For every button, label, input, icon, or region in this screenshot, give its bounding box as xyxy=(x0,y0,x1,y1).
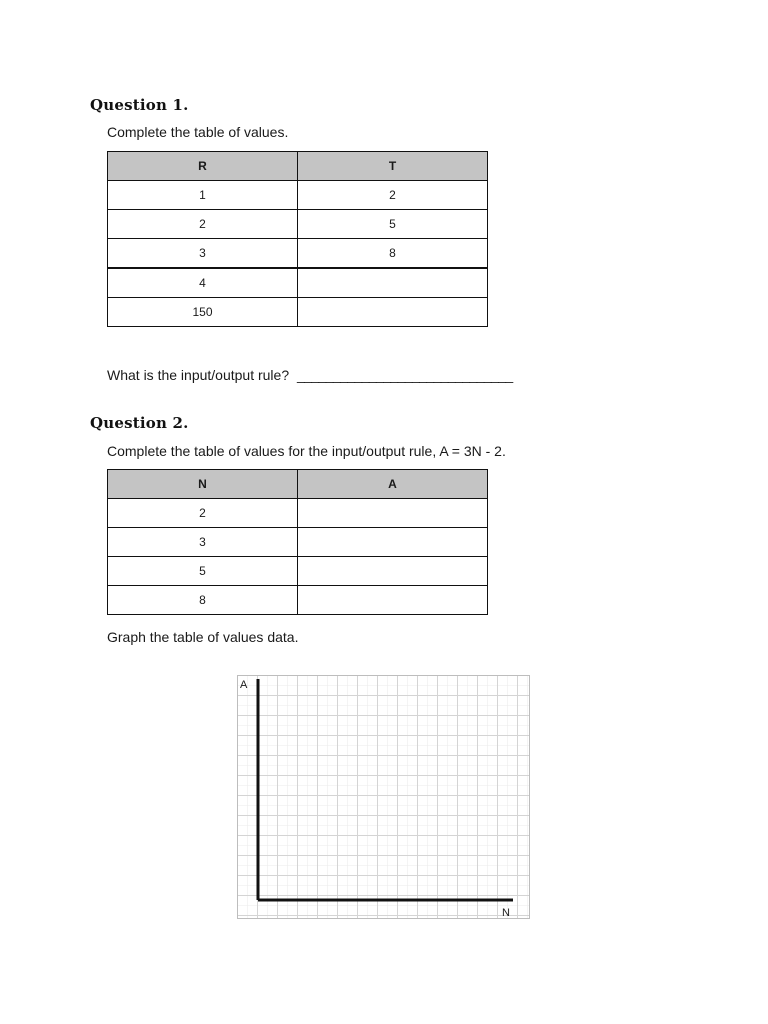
question-2-instruction: Complete the table of values for the input/output rule, A = 3N - 2. xyxy=(107,443,506,459)
table-row xyxy=(108,586,488,615)
table-row xyxy=(108,499,488,528)
answer-cell-a[interactable] xyxy=(298,499,488,528)
cell-n: 2 xyxy=(108,499,298,528)
cell-r: 3 xyxy=(108,239,298,269)
question-1-heading: Question 1. xyxy=(90,96,189,114)
cell-r: 2 xyxy=(108,210,298,239)
cell-t: 5 xyxy=(298,210,488,239)
answer-cell-a[interactable] xyxy=(298,557,488,586)
table-row xyxy=(108,181,488,210)
table-row xyxy=(108,528,488,557)
cell-n: 8 xyxy=(108,586,298,615)
question-1-instruction: Complete the table of values. xyxy=(107,124,289,140)
cell-r: 150 xyxy=(108,298,298,327)
cell-t: 2 xyxy=(298,181,488,210)
table-row xyxy=(108,239,488,269)
column-header-t: T xyxy=(298,152,488,181)
table-header-row xyxy=(108,152,488,181)
column-header-r: R xyxy=(108,152,298,181)
table-row xyxy=(108,268,488,298)
x-axis-label: N xyxy=(502,907,510,919)
cell-n: 3 xyxy=(108,528,298,557)
question-2-heading: Question 2. xyxy=(90,414,189,432)
cell-t: 8 xyxy=(298,239,488,269)
table-row xyxy=(108,298,488,327)
table-header-row xyxy=(108,470,488,499)
answer-cell-a[interactable] xyxy=(298,586,488,615)
y-axis-label: A xyxy=(240,679,248,691)
column-header-a: A xyxy=(298,470,488,499)
table-row xyxy=(108,557,488,586)
cell-r: 1 xyxy=(108,181,298,210)
answer-cell-a[interactable] xyxy=(298,528,488,557)
cell-n: 5 xyxy=(108,557,298,586)
question-2-table xyxy=(107,469,488,615)
column-header-n: N xyxy=(108,470,298,499)
rule-answer-blank[interactable]: ______________________________ xyxy=(297,367,513,383)
answer-cell-t[interactable] xyxy=(298,298,488,327)
question-1-table xyxy=(107,151,488,327)
graph-area[interactable] xyxy=(237,675,530,919)
rule-prompt: What is the input/output rule? xyxy=(107,367,290,383)
graph-border xyxy=(238,676,530,919)
graph-grid xyxy=(237,675,530,919)
answer-cell-t[interactable] xyxy=(298,268,488,298)
graph-instruction: Graph the table of values data. xyxy=(107,629,299,645)
cell-r: 4 xyxy=(108,268,298,298)
rule-question xyxy=(107,367,513,383)
table-row xyxy=(108,210,488,239)
